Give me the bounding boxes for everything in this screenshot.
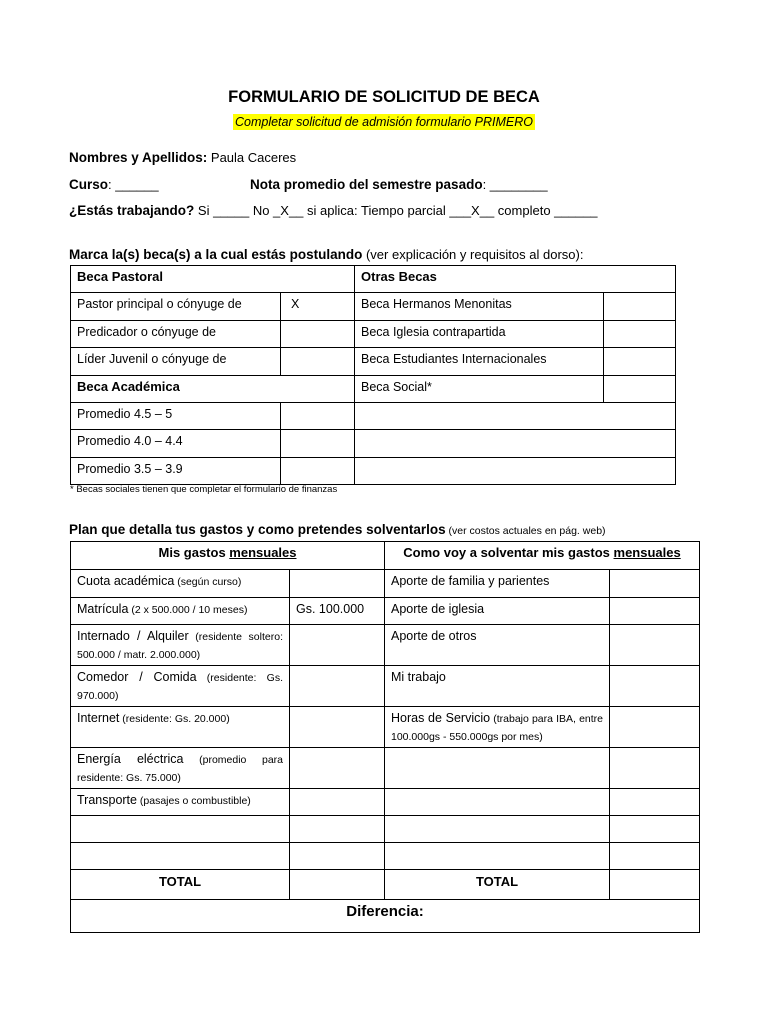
income-amount-field[interactable]: [610, 570, 700, 598]
income-amount-field[interactable]: [610, 625, 700, 666]
expense-note: (pasajes o combustible): [136, 795, 251, 807]
plan-heading: Plan que detalla tus gastos y como pretendes solventarlos: [69, 522, 446, 537]
total-right-field[interactable]: [610, 870, 700, 900]
beca-option-label: Promedio 3.5 – 3.9: [71, 457, 281, 484]
footnote: * Becas sociales tienen que completar el formulario de finanzas: [70, 484, 338, 495]
expense-label: Transporte: [77, 793, 137, 807]
income-label-cell: [385, 843, 610, 870]
trabajando-label: ¿Estás trabajando?: [69, 203, 195, 218]
empty-cell: [355, 457, 676, 484]
table-row: [71, 748, 700, 789]
table-row: [71, 789, 700, 816]
beca-checkbox[interactable]: [604, 293, 676, 320]
expense-note: (residente soltero: 500.000 / matr. 2.000.000): [77, 631, 283, 661]
expense-amount-field[interactable]: [290, 666, 385, 707]
beca-option-label: Beca Hermanos Menonitas: [355, 293, 604, 320]
expense-label-cell: [71, 598, 290, 625]
otras-becas-header: Otras Becas: [355, 266, 676, 293]
promedio-line: [250, 177, 548, 192]
expense-label-cell: [71, 816, 290, 843]
gastos-table: [70, 541, 700, 933]
becas-note: (ver explicación y requisitos al dorso):: [362, 247, 584, 262]
expense-label: Energía eléctrica: [77, 752, 184, 766]
table-row: [71, 598, 700, 625]
expense-amount-field[interactable]: [290, 789, 385, 816]
diferencia-field[interactable]: Diferencia:: [71, 900, 700, 933]
beca-option-label: Pastor principal o cónyuge de: [71, 293, 281, 320]
form-title: FORMULARIO DE SOLICITUD DE BECA: [228, 88, 540, 106]
income-label-cell: [385, 707, 610, 748]
income-label-cell: [385, 816, 610, 843]
beca-checkbox[interactable]: [604, 375, 676, 402]
expense-label-cell: [71, 748, 290, 789]
income-label-cell: [385, 625, 610, 666]
expense-amount-field[interactable]: [290, 707, 385, 748]
trabajando-value[interactable]: Si _____ No _X__ si aplica: Tiempo parcial ___X__ completo ______: [194, 203, 598, 218]
income-label: Mi trabajo: [391, 670, 446, 684]
promedio-label: Nota promedio del semestre pasado: [250, 177, 483, 192]
name-line: [69, 150, 296, 165]
beca-option-label: Predicador o cónyuge de: [71, 320, 281, 347]
solventar-header: Como voy a solventar mis gastos mensuales: [385, 542, 700, 570]
expense-label-cell: [71, 789, 290, 816]
total-row: [71, 870, 700, 900]
expense-note: (residente: Gs. 970.000): [77, 672, 283, 702]
table-row: [71, 570, 700, 598]
beca-option-label: Líder Juvenil o cónyuge de: [71, 348, 281, 375]
income-amount-field[interactable]: [610, 789, 700, 816]
beca-academica-header: Beca Académica: [71, 375, 355, 402]
curso-value[interactable]: : ______: [108, 177, 159, 192]
curso-line: [69, 177, 159, 192]
beca-checkbox[interactable]: [604, 348, 676, 375]
beca-pastoral-header: Beca Pastoral: [71, 266, 355, 293]
expense-amount-field[interactable]: Gs. 100.000: [290, 598, 385, 625]
plan-heading-line: [69, 522, 606, 537]
income-label-cell: [385, 748, 610, 789]
beca-option-label: Beca Estudiantes Internacionales: [355, 348, 604, 375]
income-amount-field[interactable]: [610, 598, 700, 625]
expense-note: (2 x 500.000 / 10 meses): [128, 604, 248, 616]
income-note: (trabajo para IBA, entre 100.000gs - 550.000gs por mes): [391, 713, 604, 743]
expense-label: Internado / Alquiler: [77, 629, 189, 643]
beca-option-label: Beca Social*: [355, 375, 604, 402]
income-amount-field[interactable]: [610, 748, 700, 789]
beca-checkbox[interactable]: X: [281, 293, 355, 320]
expense-label-cell: [71, 570, 290, 598]
expense-note: (residente: Gs. 20.000): [119, 713, 230, 725]
total-right-label: TOTAL: [385, 870, 610, 900]
table-row: [71, 625, 700, 666]
table-row: [71, 707, 700, 748]
curso-label: Curso: [69, 177, 109, 192]
beca-option-label: Promedio 4.0 – 4.4: [71, 430, 281, 457]
beca-option-label: Promedio 4.5 – 5: [71, 402, 281, 429]
income-label-cell: [385, 666, 610, 707]
total-left-label: TOTAL: [71, 870, 290, 900]
income-amount-field[interactable]: [610, 666, 700, 707]
expense-amount-field[interactable]: [290, 625, 385, 666]
income-amount-field[interactable]: [610, 843, 700, 870]
empty-cell: [355, 402, 676, 429]
trabajando-line: [69, 203, 598, 218]
expense-label: Matrícula: [77, 602, 129, 616]
becas-table: [70, 265, 676, 485]
income-label: Horas de Servicio: [391, 711, 491, 725]
expense-label: Internet: [77, 711, 120, 725]
name-value[interactable]: Paula Caceres: [207, 150, 297, 165]
expense-label-cell: [71, 625, 290, 666]
total-left-field[interactable]: [290, 870, 385, 900]
beca-checkbox[interactable]: [281, 320, 355, 347]
income-label-cell: [385, 570, 610, 598]
empty-cell: [355, 430, 676, 457]
income-label-cell: [385, 598, 610, 625]
income-label-cell: [385, 789, 610, 816]
expense-amount-field[interactable]: [290, 816, 385, 843]
income-label: Aporte de otros: [391, 629, 477, 643]
promedio-value[interactable]: : ________: [482, 177, 548, 192]
table-row: [71, 843, 700, 870]
beca-checkbox[interactable]: [604, 320, 676, 347]
expense-note: (promedio para residente: Gs. 75.000): [77, 754, 283, 784]
beca-checkbox[interactable]: [281, 457, 355, 484]
expense-label-cell: [71, 707, 290, 748]
beca-checkbox[interactable]: [281, 402, 355, 429]
subtitle-highlight: Completar solicitud de admisión formulario PRIMERO: [234, 115, 534, 129]
expense-amount-field[interactable]: [290, 748, 385, 789]
expense-label-cell: [71, 843, 290, 870]
expense-label-cell: [71, 666, 290, 707]
income-label: Aporte de familia y parientes: [391, 574, 550, 588]
beca-checkbox[interactable]: [281, 348, 355, 375]
plan-note: (ver costos actuales en pág. web): [445, 525, 606, 537]
diferencia-row: [71, 900, 700, 933]
expense-label: Cuota académica: [77, 574, 175, 588]
expense-amount-field[interactable]: [290, 570, 385, 598]
income-label: Aporte de iglesia: [391, 602, 485, 616]
expense-label: Comedor / Comida: [77, 670, 197, 684]
becas-heading-line: [69, 247, 583, 262]
income-amount-field[interactable]: [610, 707, 700, 748]
name-label: Nombres y Apellidos:: [69, 150, 208, 165]
subtitle-container: [0, 113, 768, 131]
expense-note: (según curso): [174, 576, 242, 588]
income-amount-field[interactable]: [610, 816, 700, 843]
beca-option-label: Beca Iglesia contrapartida: [355, 320, 604, 347]
table-row: [71, 816, 700, 843]
expense-amount-field[interactable]: [290, 843, 385, 870]
beca-checkbox[interactable]: [281, 430, 355, 457]
table-row: [71, 666, 700, 707]
becas-heading: Marca la(s) beca(s) a la cual estás postulando: [69, 247, 363, 262]
gastos-header: Mis gastos mensuales: [71, 542, 385, 570]
